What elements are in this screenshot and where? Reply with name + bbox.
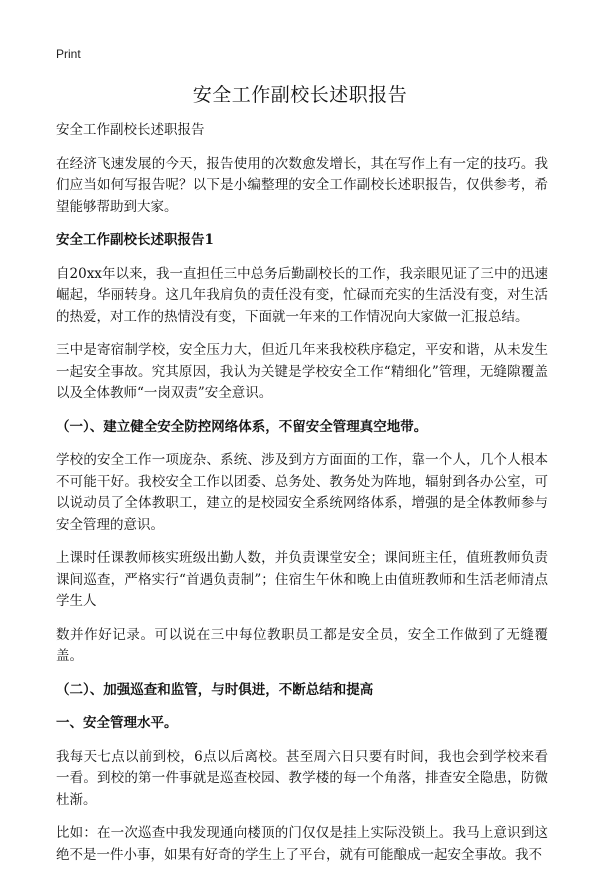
body-paragraph: 我每天七点以前到校，6点以后离校。甚至周六日只要有时间，我也会到学校来看一看。到校的第一件事就是巡查校园、教学楼的每一个角落，排查安全隐患，防微杜渐。 — [56, 748, 548, 808]
body-paragraph: 数并作好记录。可以说在三中每位教职员工都是安全员，安全工作做到了无缝覆盖。 — [56, 626, 548, 664]
page-title: 安全工作副校长述职报告 — [192, 84, 408, 106]
body-paragraph: 比如：在一次巡查中我发现通向楼顶的门仅仅是挂上实际没锁上。我马上意识到这绝不是一件小事，如果有好奇的学生上了平台，就有可能酿成一起安全事故。我不 — [56, 825, 548, 863]
section-title: 安全工作副校长述职报告1 — [56, 232, 214, 248]
body-paragraph: 学校的安全工作一项庞杂、系统、涉及到方方面面的工作，靠一个人，几个人根本不可能干好。我校安全工作以团委、总务处、教务处为阵地，辐射到各办公室，可以说动员了全体教职工，建立的是校园安全系统网络体系，增强的是全体教师参与安全管理的意识。 — [56, 452, 548, 533]
intro-paragraph: 在经济飞速发展的今天，报告使用的次数愈发增长，其在写作上有一定的技巧。我们应当如何写报告呢？以下是小编整理的安全工作副校长述职报告，仅供参考，希望能够帮助到大家。 — [56, 155, 548, 215]
subheading-network: （一）、建立健全安全防控网络体系，不留安全管理真空地带。 — [56, 418, 428, 435]
body-paragraph: 自20xx年以来，我一直担任三中总务后勤副校长的工作，我亲眼见证了三中的迅速崛起，华丽转身。这几年我肩负的责任没有变，忙碌而充实的生活没有变，对生活的热爱，对工作的热情没有变，下面就一年来的工作情况向大家做一汇报总结。 — [56, 265, 548, 325]
print-link[interactable]: Print — [56, 47, 81, 61]
subheading-management-level: 一、安全管理水平。 — [56, 715, 178, 731]
document-subtitle: 安全工作副校长述职报告 — [56, 122, 205, 138]
body-paragraph: 上课时任课教师核实班级出勤人数，并负责课堂安全；课间班主任，值班教师负责课间巡查，严格实行“首遇负责制”；住宿生午休和晚上由值班教师和生活老师清点学生人 — [56, 550, 548, 609]
document-body — [56, 120, 548, 878]
subheading-inspection: （二）、加强巡查和监管，与时俱进，不断总结和提高 — [56, 681, 374, 698]
body-paragraph: 三中是寄宿制学校，安全压力大，但近几年来我校秩序稳定，平安和谐，从未发生一起安全事故。究其原因，我认为关键是学校安全工作“精细化”管理，无缝隙覆盖以及全体教师“一岗双责”安全意识。 — [56, 342, 548, 401]
